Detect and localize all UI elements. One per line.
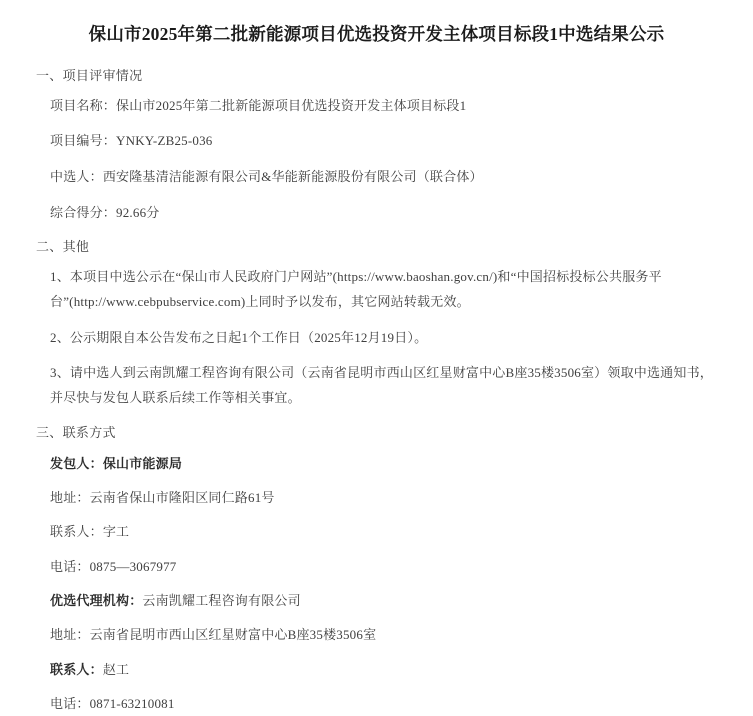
field-winner [36, 165, 717, 190]
field-project-number-label: 项目编号： [50, 133, 117, 149]
contact-employer-label: 发包人： [50, 455, 103, 471]
contact-employer-person [36, 519, 717, 544]
contact-agency-person [36, 657, 717, 682]
other-item-2: 2、公示期限自本公告发布之日起1个工作日（2025年12月19日）。 [50, 329, 428, 345]
section-heading-other: 二、其他 [36, 239, 90, 255]
section-heading-review: 一、项目评审情况 [36, 67, 143, 83]
contact-agency-phone-value: 0871-63210081 [89, 696, 175, 712]
field-project-name-label: 项目名称： [50, 97, 117, 113]
section-heading-contact: 三、联系方式 [36, 424, 116, 440]
contact-employer-address [36, 485, 717, 510]
contact-employer-phone-label: 电话： [50, 558, 90, 574]
contact-employer-phone [36, 554, 717, 579]
contact-employer-phone-value: 0875—3067977 [89, 558, 177, 574]
contact-employer-value: 保山市能源局 [102, 455, 183, 471]
field-project-number [36, 129, 717, 154]
contact-agency-person-value: 赵工 [102, 661, 130, 677]
field-score [36, 201, 717, 226]
field-score-value: 92.66分 [116, 204, 160, 220]
field-project-name-value: 保山市2025年第二批新能源项目优选投资开发主体项目标段1 [116, 97, 467, 113]
contact-employer [36, 451, 717, 476]
contact-agency-address-label: 地址： [50, 627, 90, 643]
contact-agency-address [36, 622, 717, 647]
contact-employer-person-label: 联系人： [50, 524, 103, 540]
contact-agency-phone-label: 电话： [50, 696, 90, 712]
page-title: 保山市2025年第二批新能源项目优选投资开发主体项目标段1中选结果公示 [88, 24, 665, 44]
contact-agency-label: 优选代理机构： [50, 593, 143, 609]
field-project-name [36, 94, 717, 119]
contact-agency-address-value: 云南省昆明市西山区红星财富中心B座35楼3506室 [89, 627, 377, 643]
contact-agency-person-label: 联系人： [50, 661, 103, 677]
contact-agency-value: 云南凯耀工程咨询有限公司 [142, 593, 301, 609]
field-score-label: 综合得分： [50, 204, 117, 220]
contact-employer-person-value: 字工 [102, 524, 130, 540]
contact-agency-phone [36, 691, 717, 716]
contact-employer-address-label: 地址： [50, 490, 90, 506]
contact-agency [36, 588, 717, 613]
field-winner-value: 西安隆基清洁能源有限公司&华能新能源股份有限公司（联合体） [102, 168, 483, 184]
other-item-3: 3、请中选人到云南凯耀工程咨询有限公司（云南省昆明市西山区红星财富中心B座35楼3506室）领取中选通知书，并尽快与发包人联系后续工作等相关事宜。 [50, 365, 713, 405]
field-project-number-value: YNKY-ZB25-036 [116, 133, 213, 149]
contact-employer-address-value: 云南省保山市隆阳区同仁路61号 [89, 490, 275, 506]
other-item-1: 1、本项目中选公示在“保山市人民政府门户网站”(https://www.baoshan.gov.cn/)和“中国招标投标公共服务平台”(http://www.cebpubservice.com)上同时予以发布，其它网站转载无效。 [50, 269, 662, 309]
field-winner-label: 中选人： [50, 168, 103, 184]
